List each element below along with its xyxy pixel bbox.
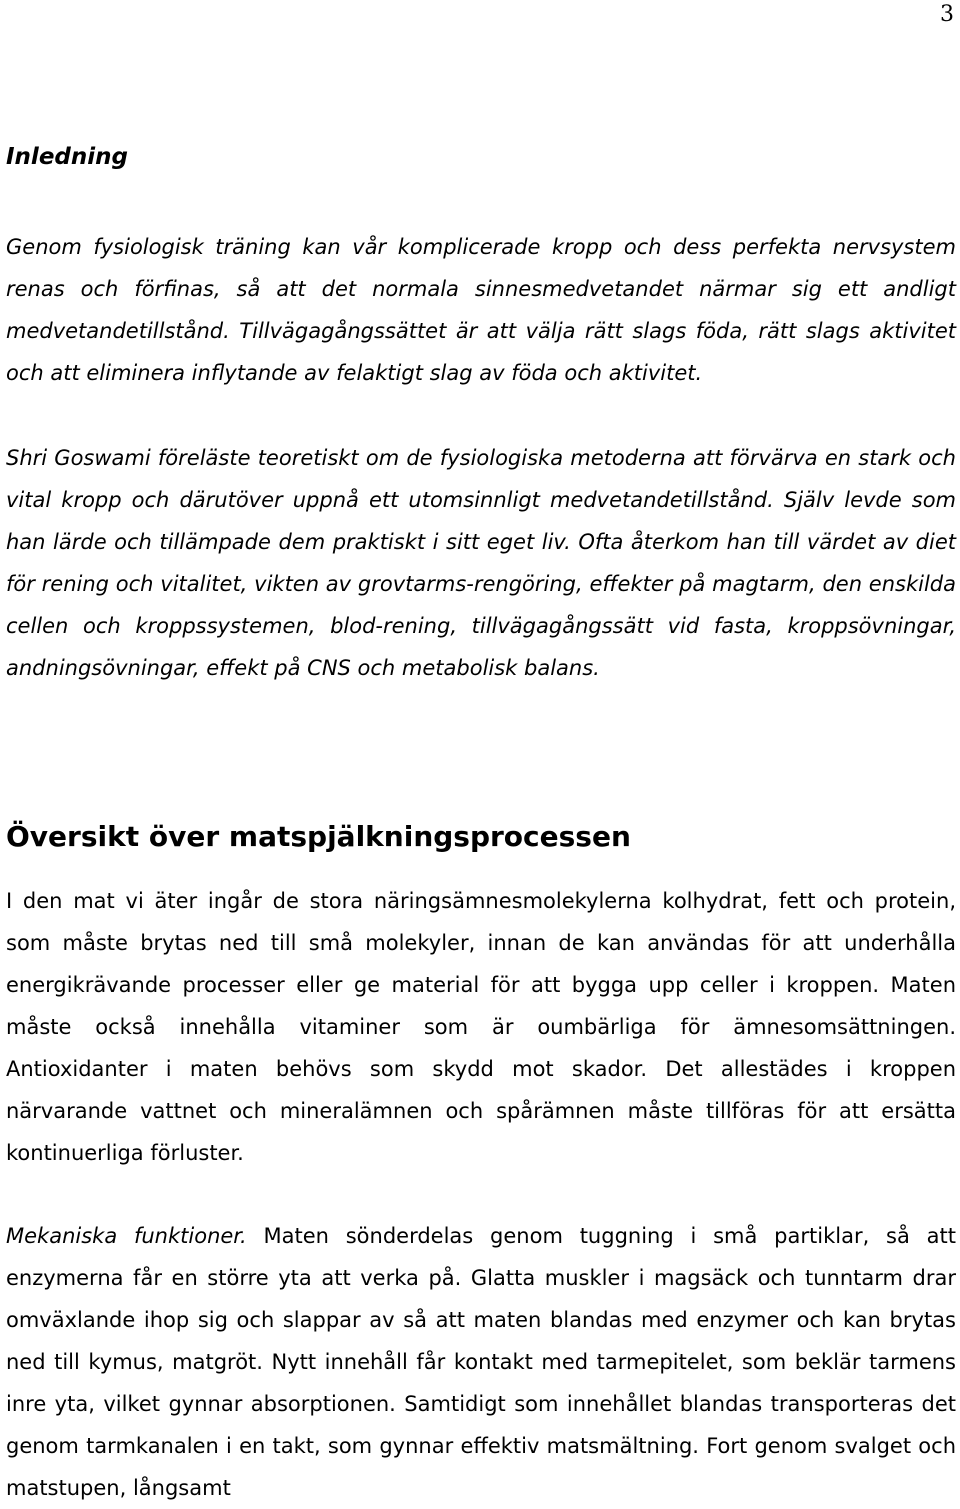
mechanical-functions-text: Maten sönderdelas genom tuggning i små partiklar, så att enzymerna får en större yta att verka på. Glatta muskler i magsäck och tunntarm drar omväxlande ihop sig och slappar av så att maten blandas med enzymer och kan brytas ned till kymus, matgröt. Nytt innehåll får kontakt med tarmepitelet, som beklär tarmens inre yta, vilket gynnar absorptionen. Samtidigt som innehållet blandas transporteras det genom tarmkanalen i en takt, som gynnar effektiv matsmältning. Fort genom svalget och matstupen, långsamt [6, 1224, 956, 1500]
mechanical-functions-label: Mekaniska funktioner. [6, 1224, 247, 1248]
page-number: 3 [940, 2, 954, 27]
section-heading-oversikt: Översikt över matspjälkningsprocessen [6, 820, 631, 853]
mechanical-functions-paragraph [6, 1215, 956, 1509]
intro-paragraph-1: Genom fysiologisk träning kan vår komplicerade kropp och dess perfekta nervsystem renas och förfinas, så att det normala sinnesmedvetandet närmar sig ett andligt medvetandetillstånd. Tillvägagångssättet är att välja rätt slags föda, rätt slags aktivitet och att eliminera inflytande av felaktigt slag av föda och aktivitet. [6, 235, 956, 385]
intro-paragraph-2: Shri Goswami föreläste teoretiskt om de fysiologiska metoderna att förvärva en stark och vital kropp och därutöver uppnå ett utomsinnligt medvetandetillstånd. Själv levde som han lärde och tillämpade dem praktiskt i sitt eget liv. Ofta återkom han till värdet av diet för rening och vitalitet, vikten av grovtarms-rengöring, effekter på magtarm, den enskilda cellen och kroppssystemen, blod-rening, tillvägagångssätt vid fasta, kroppsövningar, andningsövningar, effekt på CNS och metabolisk balans. [6, 446, 956, 680]
section-heading-inledning: Inledning [6, 144, 128, 170]
overview-paragraph: I den mat vi äter ingår de stora näringsämnesmolekylerna kolhydrat, fett och protein, som måste brytas ned till små molekyler, innan de kan användas för att underhålla energikrävande processer eller ge material för att bygga upp celler i kroppen. Maten måste också innehålla vitaminer som är oumbärliga för ämnesomsättningen. Antioxidanter i maten behövs som skydd mot skador. Det allestädes i kroppen närvarande vattnet och mineralämnen och spårämnen måste tillföras för att ersätta kontinuerliga förluster. [6, 889, 956, 1165]
